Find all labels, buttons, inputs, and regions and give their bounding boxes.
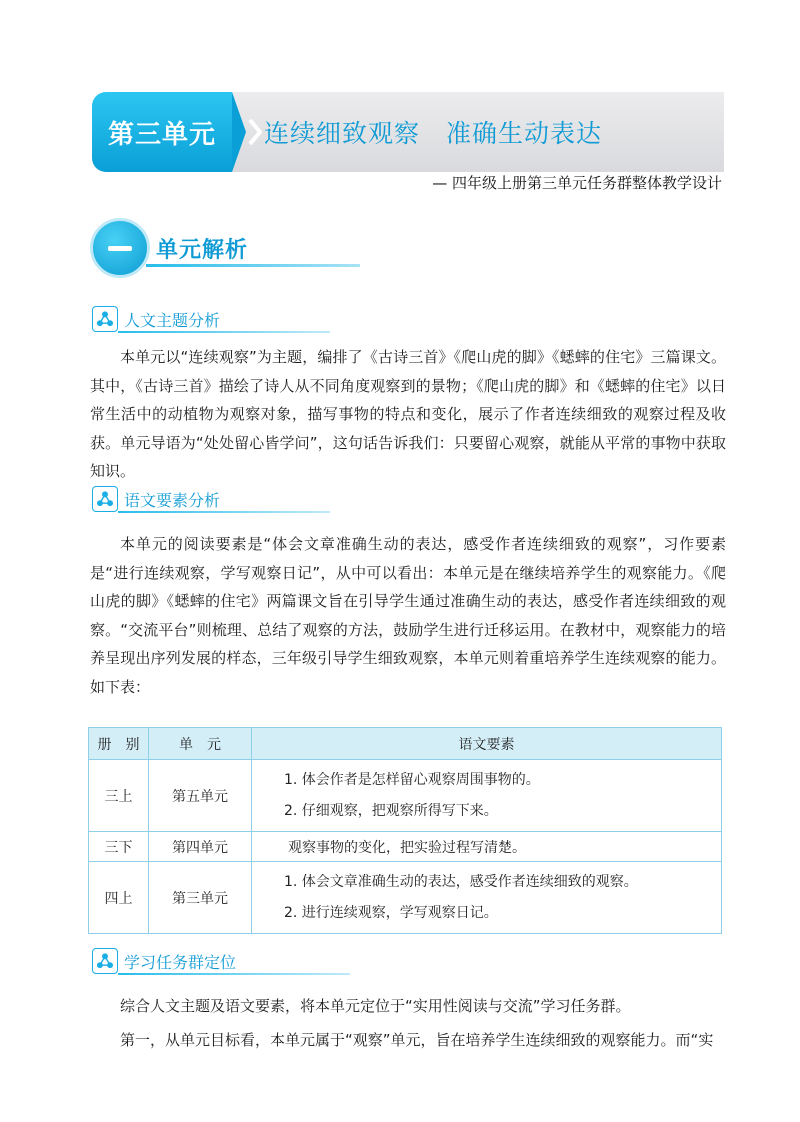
unit-banner xyxy=(92,92,724,172)
table-cell-book: 四上 xyxy=(89,862,149,934)
paragraph-text: 本单元的阅读要素是“体会文章准确生动的表达，感受作者连续细致的观察”，习作要素是“进行连续观察，学写观察日记”，从中可以看出：本单元是在继续培养学生的观察能力。《爬山虎的脚》《蟋蟀的住宅》两篇课文旨在引导学生通过准确生动的表达，感受作者连续细致的观察。“交流平台”则梳理、总结了观察的方法，鼓励学生进行迁移运用。在教材中，观察能力的培养呈现出序列发展的样态，三年级引导学生细致观察，本单元则着重培养学生连续观察的能力。如下表： xyxy=(90,535,726,696)
table-cell-elements xyxy=(252,760,722,832)
unit-tab-label: 第三单元 xyxy=(107,119,216,150)
table-cell-unit: 第三单元 xyxy=(149,862,252,934)
column-header: 册 别 xyxy=(89,728,149,760)
banner-arrow-shape xyxy=(232,92,246,172)
paragraph-text: 第一，从单元目标看，本单元属于“观察”单元，旨在培养学生连续细致的观察能力。而“实 xyxy=(120,1031,714,1049)
elements-table xyxy=(88,727,722,934)
design-subtitle: — 四年级上册第三单元任务群整体教学设计 xyxy=(432,174,722,192)
table-header-row xyxy=(89,728,722,760)
unit-tab xyxy=(92,92,232,172)
subheading-underline xyxy=(118,331,330,333)
table-row xyxy=(89,832,722,862)
network-icon xyxy=(92,306,118,332)
list-item: 1. 体会作者是怎样留心观察周围事物的。 xyxy=(284,771,540,788)
section-number xyxy=(108,246,132,251)
list-item: 2. 进行连续观察，学写观察日记。 xyxy=(284,904,498,921)
table-cell-book: 三下 xyxy=(89,832,149,862)
table-cell-elements xyxy=(252,862,722,934)
table-cell-elements: 观察事物的变化，把实验过程写清楚。 xyxy=(252,832,722,862)
heading-underline xyxy=(146,264,360,267)
language-paragraph xyxy=(90,530,726,701)
subheading-label: 学习任务群定位 xyxy=(124,953,237,972)
chevron-right-icon xyxy=(246,116,266,148)
table-row xyxy=(89,862,722,934)
humanities-paragraph xyxy=(90,343,726,486)
subheading-label: 人文主题分析 xyxy=(124,311,221,330)
list-item: 2. 仔细观察，把观察所得写下来。 xyxy=(284,802,498,819)
network-icon xyxy=(92,486,118,512)
subheading-label: 语文要素分析 xyxy=(124,491,221,510)
column-header: 语文要素 xyxy=(252,728,722,760)
section-title: 单元解析 xyxy=(156,238,249,263)
section-number-badge xyxy=(90,218,150,278)
subheading-underline xyxy=(118,511,330,513)
table-cell-unit: 第四单元 xyxy=(149,832,252,862)
column-header: 单 元 xyxy=(149,728,252,760)
list-item: 1. 体会文章准确生动的表达，感受作者连续细致的观察。 xyxy=(284,873,638,890)
table-row xyxy=(89,760,722,832)
table-cell-unit: 第五单元 xyxy=(149,760,252,832)
paragraph-text: 本单元以“连续观察”为主题，编排了《古诗三首》《爬山虎的脚》《蟋蟀的住宅》三篇课文。其中，《古诗三首》描绘了诗人从不同角度观察到的景物；《爬山虎的脚》和《蟋蟀的住宅》以日常生活中的动植物为观察对象，描写事物的特点和变化，展示了作者连续细致的观察过程及收获。单元导语为“处处留心皆学问”，这句话告诉我们：只要留心观察，就能从平常的事物中获取知识。 xyxy=(90,348,726,480)
table-cell-book: 三上 xyxy=(89,760,149,832)
subheading-underline xyxy=(118,973,350,975)
network-icon xyxy=(92,948,118,974)
unit-title: 连续细致观察 准确生动表达 xyxy=(264,119,603,148)
paragraph-text: 综合人文主题及语文要素，将本单元定位于“实用性阅读与交流”学习任务群。 xyxy=(120,997,631,1015)
task-group-paragraph xyxy=(90,989,726,1057)
